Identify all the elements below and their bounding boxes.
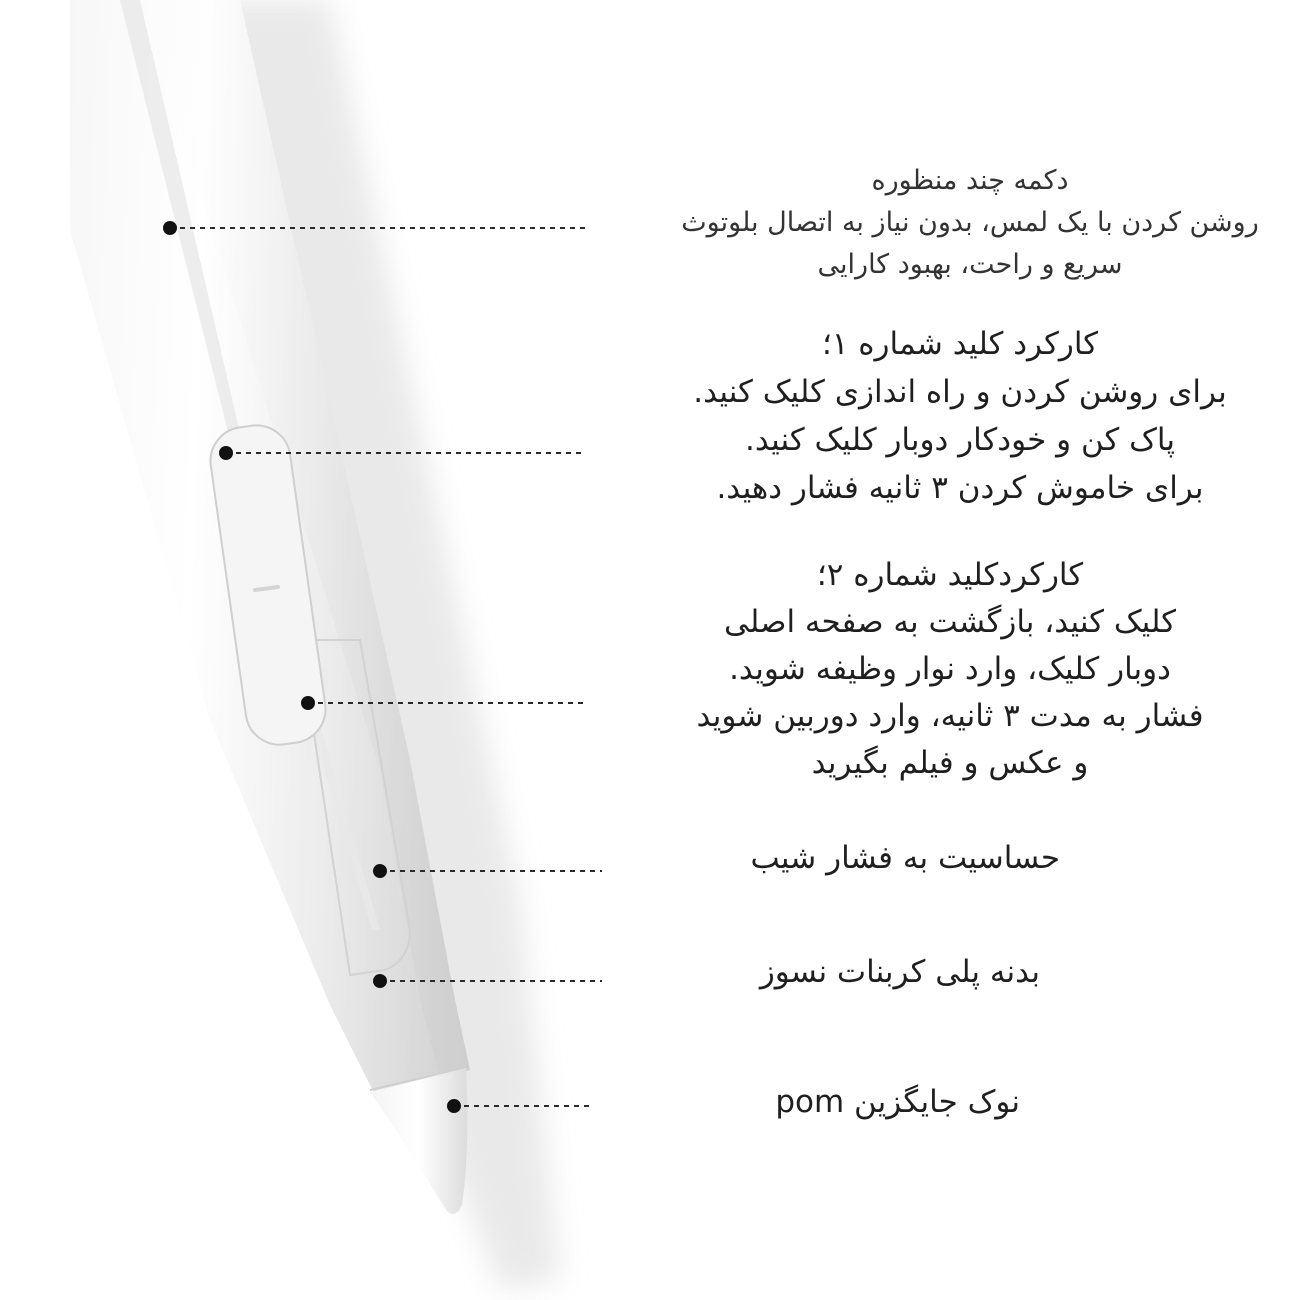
- callout-title: کارکرد کلید شماره ۱؛: [821, 326, 1099, 362]
- callout-title: کارکردکلید شماره ۲؛: [816, 557, 1084, 593]
- leader-dot-1: [163, 221, 177, 235]
- callout-line: سریع و راحت، بهبود کارایی: [817, 249, 1123, 280]
- callout-key-1-function: [640, 320, 1280, 512]
- callout-pom-replaceable-tip: [640, 1080, 1020, 1124]
- callout-line: پاک کن و خودکار دوبار کلیک کنید.: [745, 422, 1175, 458]
- callout-polycarbonate-body: [640, 950, 1040, 994]
- callout-line: برای روشن کردن و راه اندازی کلیک کنید.: [693, 374, 1227, 410]
- pen-tip: [370, 1068, 467, 1214]
- callout-line: دوبار کلیک، وارد نوار وظیفه شوید.: [729, 651, 1171, 687]
- callout-title: نوک جایگزین pom: [775, 1084, 1020, 1120]
- callout-tilt-pressure-sensitivity: [640, 836, 1060, 880]
- leader-dot-4: [373, 864, 387, 878]
- callout-title: حساسیت به فشار شیب: [750, 840, 1060, 876]
- callout-line: برای خاموش کردن ۳ ثانیه فشار دهید.: [716, 470, 1204, 506]
- callout-line: کلیک کنید، بازگشت به صفحه اصلی: [724, 604, 1176, 640]
- leader-dot-5: [373, 974, 387, 988]
- callout-key-2-function: [630, 552, 1270, 787]
- callout-multi-function-button: [660, 160, 1280, 286]
- callout-title: دکمه چند منظوره: [871, 165, 1069, 196]
- callout-line: روشن کردن با یک لمس، بدون نیاز به اتصال بلوتوث: [681, 207, 1259, 238]
- leader-dot-6: [447, 1099, 461, 1113]
- leader-dot-3: [301, 696, 315, 710]
- callout-line: و عکس و فیلم بگیرید: [811, 745, 1089, 781]
- leader-dot-2: [219, 446, 233, 460]
- callout-line: فشار به مدت ۳ ثانیه، وارد دوربین شوید: [696, 698, 1204, 734]
- callout-title: بدنه پلی کربنات نسوز: [759, 954, 1040, 990]
